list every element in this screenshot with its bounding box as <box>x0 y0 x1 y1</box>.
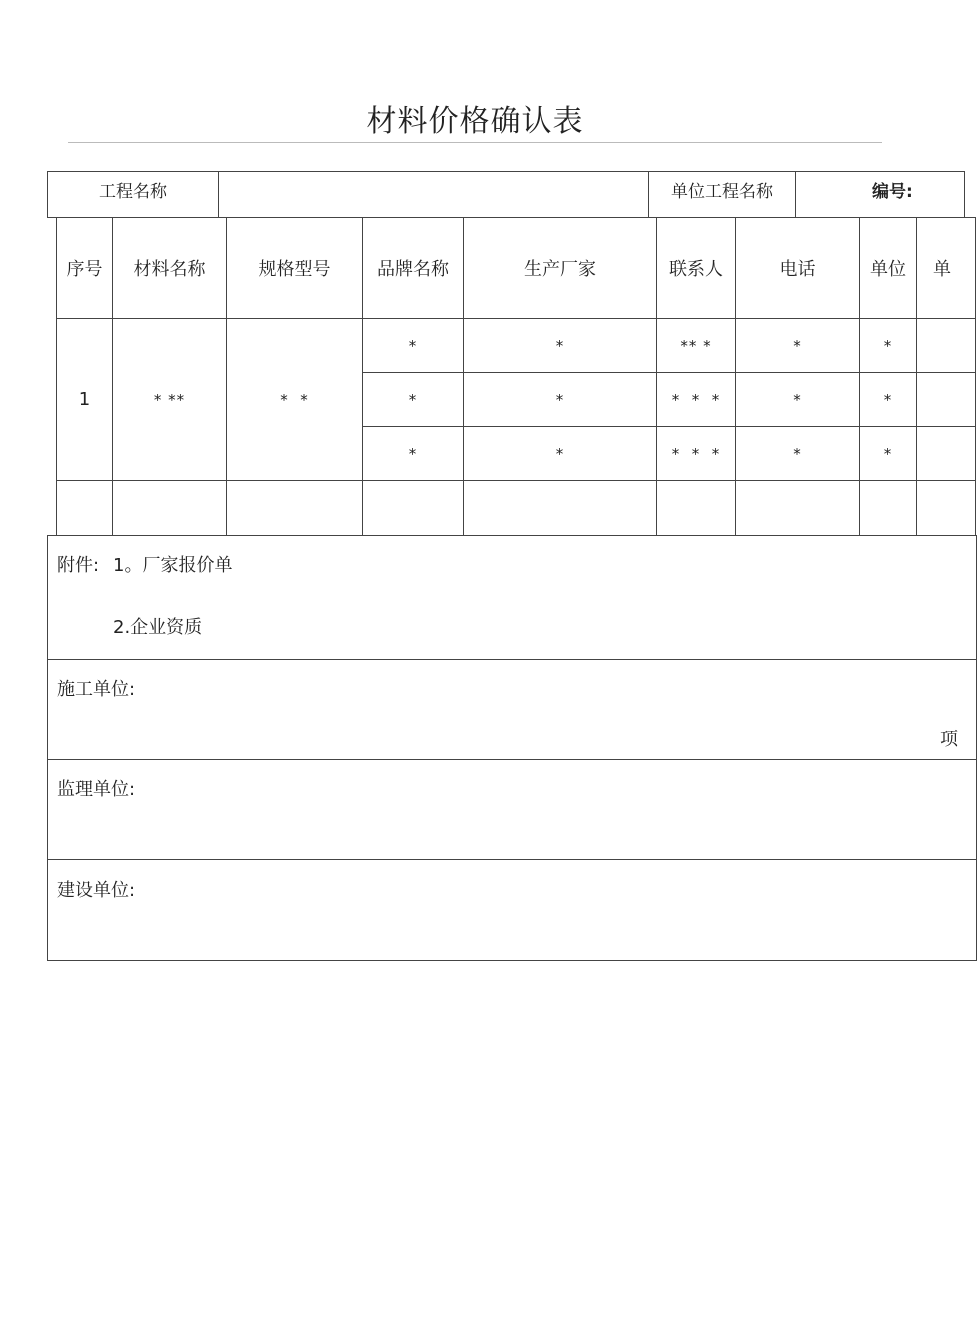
title-underline <box>68 142 882 143</box>
row-material-name: * ** <box>112 318 227 481</box>
row3-phone: * <box>735 426 860 481</box>
row3-maker: * <box>463 426 657 481</box>
col-header-spec: 规格型号 <box>226 217 363 319</box>
col-header-index: 序号 <box>56 217 113 319</box>
page-title: 材料价格确认表 <box>366 104 584 139</box>
supervision-unit-label: 监理单位: <box>57 779 136 800</box>
attachment-item-1: 1。厂家报价单 <box>113 555 233 576</box>
empty-row-maker <box>463 480 657 536</box>
row3-unit: * <box>859 426 917 481</box>
row-spec: * * <box>226 318 363 481</box>
empty-row-spec <box>226 480 363 536</box>
row1-maker: * <box>463 318 657 373</box>
project-name-label: 工程名称 <box>47 171 219 218</box>
col-header-contact: 联系人 <box>656 217 736 319</box>
row2-phone: * <box>735 372 860 427</box>
empty-row-contact <box>656 480 736 536</box>
col-header-phone: 电话 <box>735 217 860 319</box>
row2-brand: * <box>362 372 464 427</box>
empty-row-brand <box>362 480 464 536</box>
col-header-unit: 单位 <box>859 217 917 319</box>
project-name-value <box>218 171 649 218</box>
row1-phone: * <box>735 318 860 373</box>
empty-row-phone <box>735 480 860 536</box>
row1-brand: * <box>362 318 464 373</box>
empty-row-material <box>112 480 227 536</box>
row2-unit: * <box>859 372 917 427</box>
owner-unit-label: 建设单位: <box>57 880 136 901</box>
row-index: 1 <box>56 318 113 481</box>
row1-unit: * <box>859 318 917 373</box>
row3-contact: * * * <box>656 426 736 481</box>
row3-brand: * <box>362 426 464 481</box>
col-header-material: 材料名称 <box>112 217 227 319</box>
col-header-maker: 生产厂家 <box>463 217 657 319</box>
row3-unit-price <box>916 426 976 481</box>
col-header-brand: 品牌名称 <box>362 217 464 319</box>
row2-contact: * * * <box>656 372 736 427</box>
col-header-unit-price: 单 <box>916 217 976 319</box>
number-label: 编号: <box>795 171 965 218</box>
supervision-unit-section <box>47 759 977 860</box>
empty-row-index <box>56 480 113 536</box>
attachment-item-2: 2.企业资质 <box>113 617 203 638</box>
construction-unit-section <box>47 659 977 760</box>
row2-maker: * <box>463 372 657 427</box>
row1-unit-price <box>916 318 976 373</box>
empty-row-unit <box>859 480 917 536</box>
empty-row-unit-price <box>916 480 976 536</box>
row2-unit-price <box>916 372 976 427</box>
construction-unit-label: 施工单位: <box>57 679 136 700</box>
unit-project-label: 单位工程名称 <box>648 171 796 218</box>
row1-contact: ** * <box>656 318 736 373</box>
construction-unit-right-text: 项 <box>940 729 958 750</box>
owner-unit-section <box>47 859 977 961</box>
attachments-label: 附件: <box>57 555 100 576</box>
